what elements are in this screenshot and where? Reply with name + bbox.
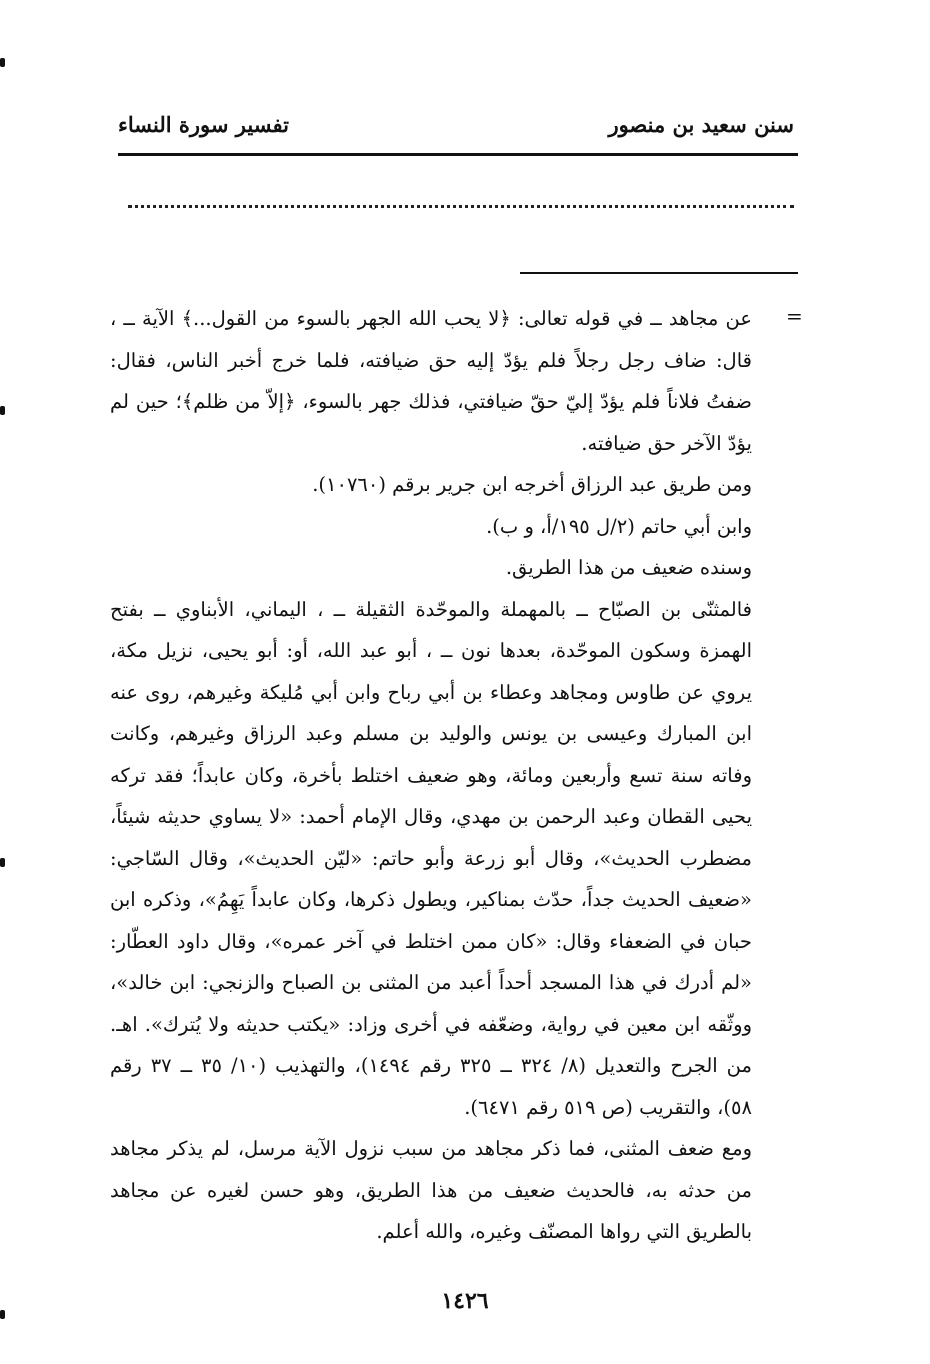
- footnote-paragraph-source-1: ومن طريق عبد الرزاق أخرجه ابن جرير برقم (١٠٧٦٠).: [312, 473, 752, 496]
- footnote-paragraph-grading: وسنده ضعيف من هذا الطريق.: [505, 556, 752, 579]
- footnote-continuation-mark: =: [786, 304, 803, 328]
- running-header-section-title: تفسير سورة النساء: [118, 112, 289, 137]
- scan-margin-mark: [0, 406, 5, 415]
- scan-margin-mark: [0, 58, 5, 67]
- footnote-paragraph-narrator: فالمثنّى بن الصبّاح ــ بالمهملة والموحّدة الثقيلة ــ ، اليماني، الأبناوي ــ بفتح الهمزة وسكون الموحّدة، بعدها نون ــ ، أبو عبد الله، أو: أبو يحيى، نزيل مكة، يروي عن طاوس ومجاهد وعطاء بن أبي رباح وابن أبي مُليكة وغيرهم، روى عنه ابن المبارك وعيسى بن يونس والوليد بن مسلم وعبد الرزاق وغيرهم، وكانت وفاته سنة تسع وأربعين ومائة، وهو ضعيف اختلط بأخرة، وكان عابداً؛ فقد تركه يحيى القطان وعبد الرحمن بن مهدي، وقال الإمام أحمد: «لا يساوي حديثه شيئاً، مضطرب الحديث»، وقال أبو زرعة وأبو حاتم: «ليّن الحديث»، وقال السّاجي: «ضعيف الحديث جداً، حدّث بمناكير، ويطول ذكرها، وكان عابداً يَهِمُ»، وذكره ابن حبان في الضعفاء وقال: «كان ممن اختلط في آخر عمره»، وقال داود العطّار: «لم أدرك في هذا المسجد أحداً أعبد من المثنى بن الصباح والزنجي: ابن خالد»، ووثّقه ابن معين في رواية، وضعّفه في أخرى وزاد: «يكتب حديثه ولا يُترك». اهـ. من الجرح والتعديل (٨/ ٣٢٤ ــ ٣٢٥ رقم ١٤٩٤)، والتهذيب (١٠/ ٣٥ ــ ٣٧ رقم ٥٨)، والتقريب (ص ٥١٩ رقم ٦٤٧١).: [110, 597, 752, 1119]
- scan-margin-mark: [0, 858, 5, 867]
- scan-margin-mark: [0, 1310, 5, 1319]
- omitted-text-dotted-line: [128, 205, 794, 208]
- footnote-paragraph-conclusion: ومع ضعف المثنى، فما ذكر مجاهد من سبب نزول الآية مرسل، لم يذكر مجاهد من حدثه به، فالحديث ضعيف من هذا الطريق، وهو حسن لغيره عن مجاهد بالطريق التي رواها المصنّف وغيره، والله أعلم.: [110, 1137, 752, 1243]
- footnote-paragraph-hadith: عن مجاهد ــ في قوله تعالى: ﴿لا يحب الله الجهر بالسوء من القول...﴾ الآية ــ ، قال: ضاف رجل رجلاً فلم يؤدّ إليه حق ضيافته، فلما خرج أخبر الناس، فقال: ضفتُ فلاناً فلم يؤدّ إليّ حقّ ضيافتي، فذلك جهر بالسوء، ﴿إلاّ من ظلم﴾؛ حين لم يؤدّ الآخر حق ضيافته.: [110, 307, 752, 455]
- footnote-separator-rule: [520, 272, 798, 274]
- footnote-body: [110, 298, 752, 1253]
- page-number: ١٤٢٦: [441, 1288, 489, 1314]
- header-rule: [118, 153, 798, 156]
- footnote-paragraph-source-2: وابن أبي حاتم (٢/ل ١٩٥/أ، و ب).: [486, 514, 752, 538]
- running-header-book-title: سنن سعيد بن منصور: [608, 112, 794, 137]
